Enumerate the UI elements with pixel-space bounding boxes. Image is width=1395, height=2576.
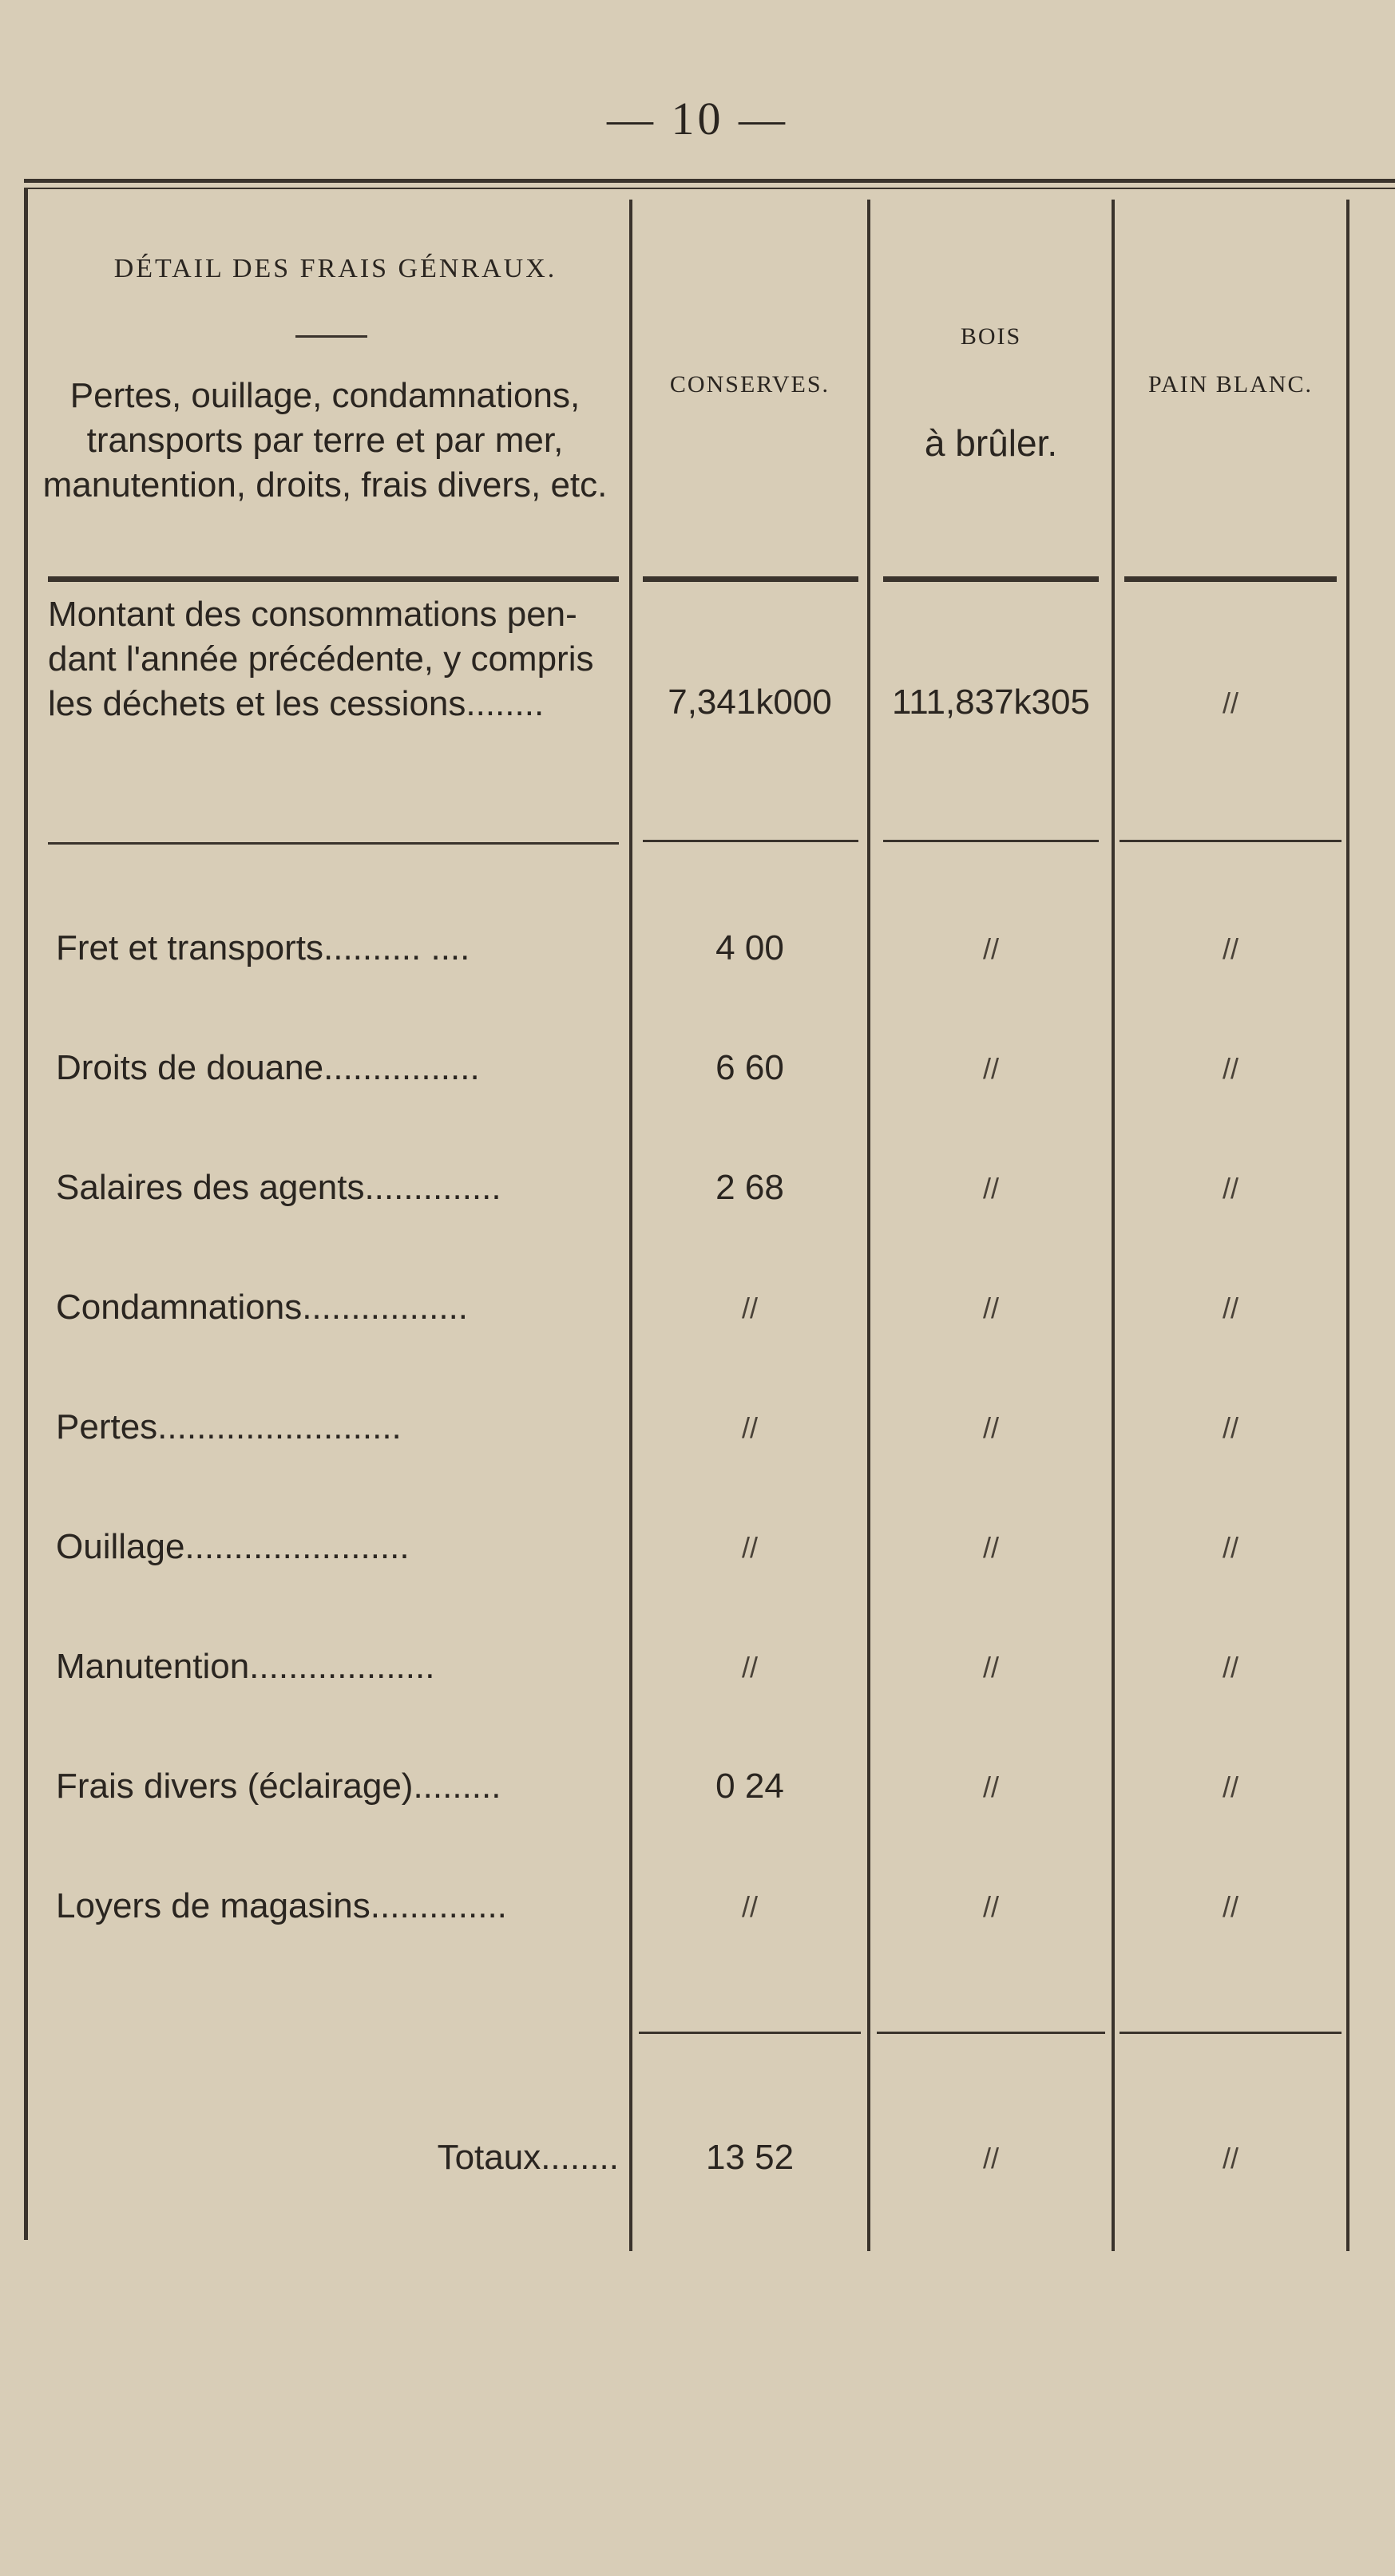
- row-value-conserves: 2 68: [715, 1168, 784, 1207]
- row-label-frais-divers: Frais divers (éclairage).........: [56, 1767, 501, 1806]
- top-rule-thin: [24, 188, 1395, 189]
- title-rule: [295, 335, 367, 338]
- row-value-bois: //: [982, 1771, 999, 1803]
- montant-rule: [1120, 840, 1341, 842]
- row-value-bois: //: [982, 1052, 999, 1085]
- header-rule: [883, 576, 1099, 582]
- row-value-conserves: //: [741, 1411, 758, 1444]
- montant-rule: [643, 840, 858, 842]
- row-value-conserves: 6 60: [715, 1048, 784, 1087]
- row-label-salaires: Salaires des agents..............: [56, 1168, 501, 1207]
- column-header-conserves: CONSERVES.: [669, 371, 830, 398]
- montant-label: [48, 592, 623, 726]
- totals-rule: [877, 2032, 1105, 2034]
- montant-line: les déchets et les cessions........: [48, 684, 545, 723]
- row-value-bois: //: [982, 1651, 999, 1684]
- row-value-pain: //: [1222, 1651, 1238, 1684]
- header-desc-line: manutention, droits, frais divers, etc.: [42, 465, 608, 505]
- row-value-conserves: //: [741, 1651, 758, 1684]
- page-number: — 10 —: [607, 93, 788, 144]
- column-divider-1: [629, 200, 632, 2251]
- totaux-bois: //: [982, 2142, 999, 2174]
- row-value-conserves: 4 00: [715, 928, 784, 967]
- column-divider-4: [1346, 200, 1349, 2251]
- header-rule: [48, 576, 619, 582]
- row-value-bois: //: [982, 1292, 999, 1324]
- row-value-pain: //: [1222, 1771, 1238, 1803]
- montant-bois: 111,837k305: [892, 683, 1090, 722]
- row-value-conserves: //: [741, 1531, 758, 1564]
- top-rule: [24, 179, 1395, 183]
- row-value-pain: //: [1222, 1052, 1238, 1085]
- column-divider-3: [1112, 200, 1115, 2251]
- totals-rule: [639, 2032, 861, 2034]
- table-title: DÉTAIL DES FRAIS GÉNRAUX.: [113, 254, 557, 283]
- column-header-bois: BOIS: [960, 323, 1022, 350]
- table-left-border: [24, 188, 28, 2240]
- montant-rule: [883, 840, 1099, 842]
- row-value-bois: //: [982, 1411, 999, 1444]
- row-value-conserves: //: [741, 1890, 758, 1923]
- header-rule: [1124, 576, 1337, 582]
- row-label-fret: Fret et transports.......... ....: [56, 928, 470, 967]
- row-value-pain: //: [1222, 1411, 1238, 1444]
- column-subheader-bois: à brûler.: [924, 422, 1058, 464]
- row-label-manutention: Manutention...................: [56, 1647, 435, 1686]
- row-value-pain: //: [1222, 1172, 1238, 1205]
- row-value-conserves: //: [741, 1292, 758, 1324]
- row-value-pain: //: [1222, 932, 1238, 965]
- row-label-loyers: Loyers de magasins..............: [56, 1886, 507, 1925]
- montant-rule: [48, 842, 619, 845]
- montant-conserves: 7,341k000: [668, 683, 832, 722]
- totaux-label: Totaux........: [437, 2138, 619, 2177]
- row-value-pain: //: [1222, 1531, 1238, 1564]
- row-label-ouillage: Ouillage.......................: [56, 1527, 410, 1566]
- header-rule: [643, 576, 858, 582]
- row-value-bois: //: [982, 1172, 999, 1205]
- column-divider-2: [867, 200, 870, 2251]
- row-label-douane: Droits de douane................: [56, 1048, 480, 1087]
- column-header-pain-blanc: PAIN BLANC.: [1148, 371, 1313, 398]
- row-value-pain: //: [1222, 1890, 1238, 1923]
- row-value-pain: //: [1222, 1292, 1238, 1324]
- header-description: [34, 374, 616, 508]
- row-value-bois: //: [982, 1890, 999, 1923]
- row-value-conserves: 0 24: [715, 1767, 784, 1806]
- totaux-conserves: 13 52: [705, 2138, 795, 2177]
- row-label-condamnations: Condamnations.................: [56, 1288, 469, 1327]
- totaux-pain: //: [1222, 2142, 1238, 2174]
- montant-line: dant l'année précédente, y compris: [48, 639, 594, 679]
- row-value-bois: //: [982, 932, 999, 965]
- montant-pain: //: [1222, 687, 1238, 719]
- header-desc-line: transports par terre et par mer,: [86, 421, 564, 460]
- totals-rule: [1120, 2032, 1341, 2034]
- header-desc-line: Pertes, ouillage, condamnations,: [69, 376, 581, 415]
- row-label-pertes: Pertes.........................: [56, 1407, 402, 1446]
- montant-line: Montant des consommations pen-: [48, 595, 577, 634]
- row-value-bois: //: [982, 1531, 999, 1564]
